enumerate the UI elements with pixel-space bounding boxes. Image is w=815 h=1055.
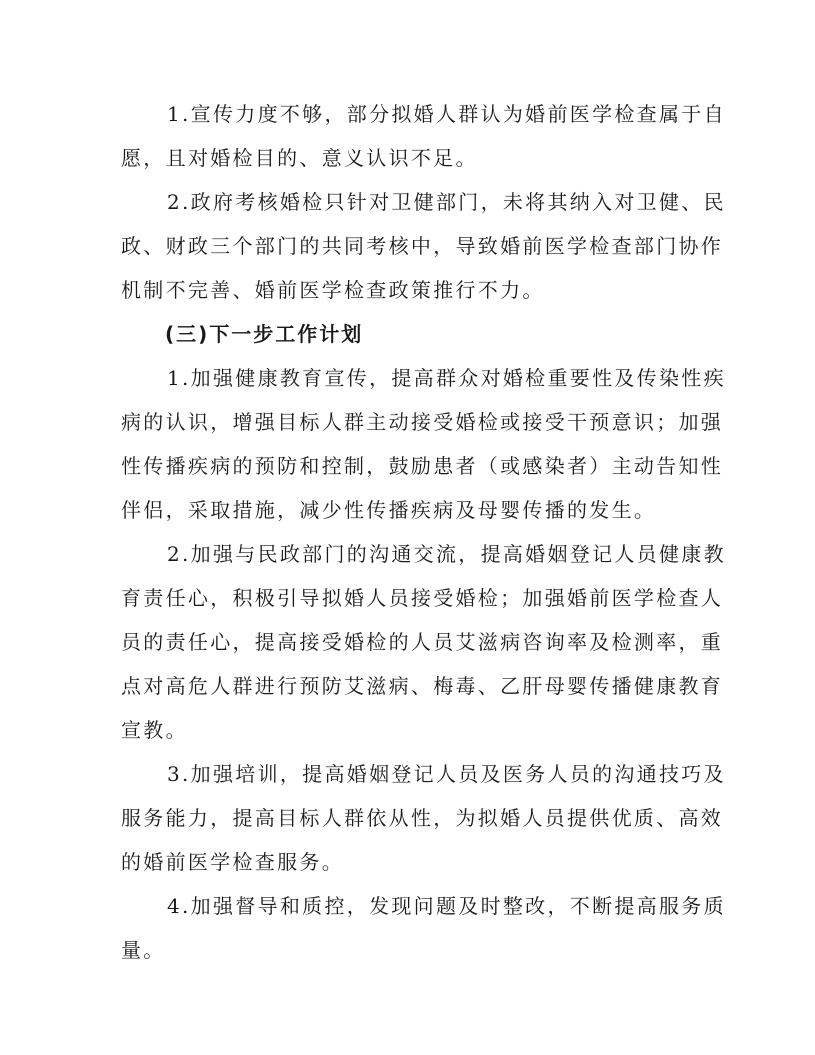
text-line: 员的责任心，提高接受婚检的人员艾滋病咨询率及检测率，重: [121, 630, 724, 654]
text-line: 宣教。: [121, 718, 188, 742]
text-line: 育责任心，积极引导拟婚人员接受婚检；加强婚前医学检查人: [121, 586, 724, 610]
text-line: 量。: [121, 938, 166, 962]
section-heading: (三)下一步工作计划: [165, 322, 364, 346]
text-line: 愿，且对婚检目的、意义认识不足。: [121, 146, 478, 170]
text-line: 2.加强与民政部门的沟通交流，提高婚姻登记人员健康教: [167, 542, 726, 566]
text-line: 性传播疾病的预防和控制，鼓励患者（或感染者）主动告知性: [121, 454, 724, 478]
text-line: 3.加强培训，提高婚姻登记人员及医务人员的沟通技巧及: [167, 762, 726, 786]
text-line: 机制不完善、婚前医学检查政策推行不力。: [121, 278, 545, 302]
text-line: 的婚前医学检查服务。: [121, 850, 344, 874]
paragraph-plan-4: [121, 884, 726, 972]
text-line: 2.政府考核婚检只针对卫健部门，未将其纳入对卫健、民: [167, 190, 726, 214]
paragraph-plan-2: [121, 532, 726, 752]
paragraph-plan-1: [121, 356, 726, 532]
text-line: 4.加强督导和质控，发现问题及时整改，不断提高服务质: [167, 894, 726, 918]
paragraph-problem-1: [121, 92, 726, 180]
document-body: [121, 92, 726, 972]
text-line: 1.加强健康教育宣传，提高群众对婚检重要性及传染性疾: [167, 366, 726, 390]
text-line: 点对高危人群进行预防艾滋病、梅毒、乙肝母婴传播健康教育: [121, 674, 724, 698]
text-line: 1.宣传力度不够，部分拟婚人群认为婚前医学检查属于自: [167, 102, 726, 126]
paragraph-problem-2: [121, 180, 726, 312]
text-line: 病的认识，增强目标人群主动接受婚检或接受干预意识；加强: [121, 410, 724, 434]
text-line: 服务能力，提高目标人群依从性，为拟婚人员提供优质、高效: [121, 806, 724, 830]
paragraph-plan-3: [121, 752, 726, 884]
text-line: 政、财政三个部门的共同考核中，导致婚前医学检查部门协作: [121, 234, 724, 258]
text-line: 伴侣，采取措施，减少性传播疾病及母婴传播的发生。: [121, 498, 657, 522]
